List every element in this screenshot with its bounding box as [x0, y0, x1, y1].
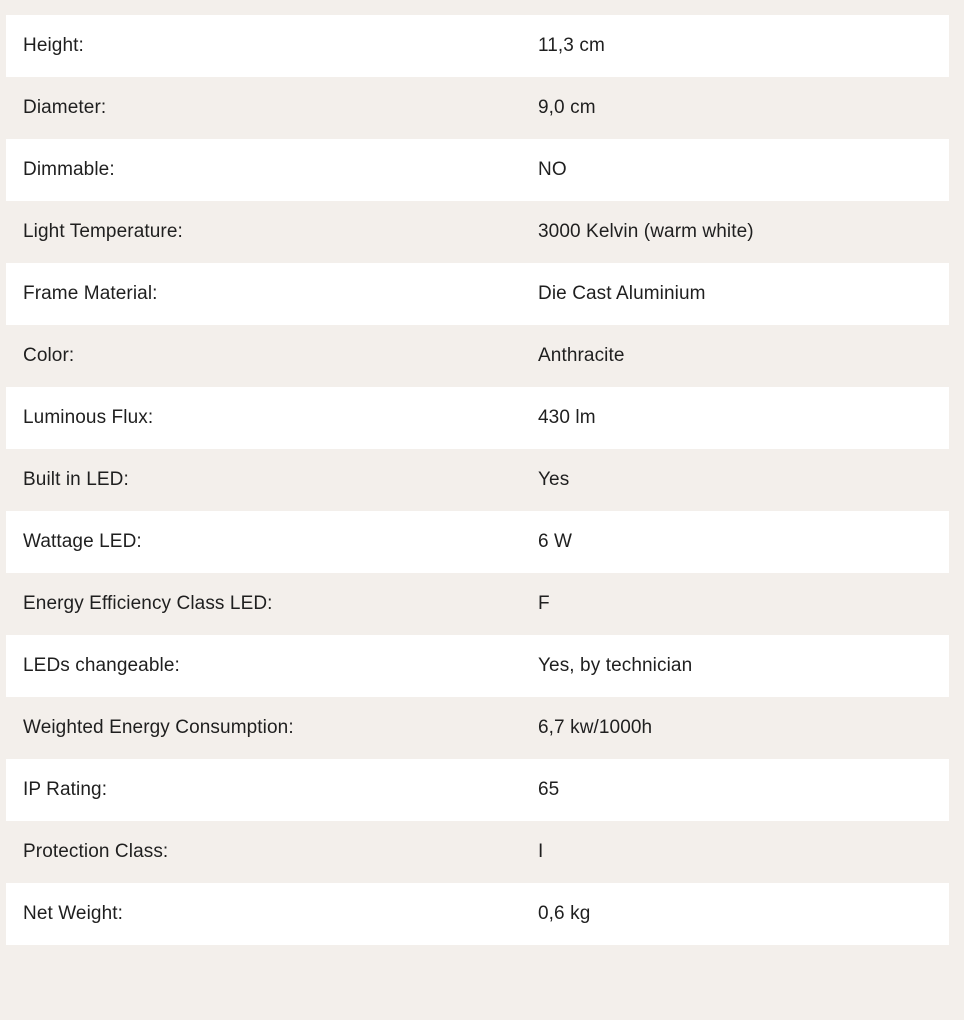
spec-label: Built in LED: [23, 469, 129, 490]
spec-value: Yes, by technician [538, 655, 693, 676]
spec-label: Net Weight: [23, 903, 124, 924]
spec-value: 430 lm [538, 407, 596, 428]
spec-row-luminous-flux [6, 387, 949, 449]
spec-row-net-weight [6, 883, 949, 945]
spec-row-frame-material [6, 263, 949, 325]
spec-label: IP Rating: [23, 779, 108, 800]
spec-value: 0,6 kg [538, 903, 591, 924]
spec-label: Luminous Flux: [23, 407, 154, 428]
spec-row-weighted-energy-consumption [6, 697, 949, 759]
spec-value: 6,7 kw/1000h [538, 717, 653, 738]
spec-label: Energy Efficiency Class LED: [23, 593, 273, 614]
spec-label: Protection Class: [23, 841, 169, 862]
spec-value: Anthracite [538, 345, 625, 366]
spec-value: 3000 Kelvin (warm white) [538, 221, 754, 242]
spec-value: Die Cast Aluminium [538, 283, 706, 304]
spec-row-color [6, 325, 949, 387]
spec-label: Dimmable: [23, 159, 115, 180]
spec-label: LEDs changeable: [23, 655, 180, 676]
spec-label: Frame Material: [23, 283, 158, 304]
spec-row-protection-class [6, 821, 949, 883]
spec-row-light-temperature [6, 201, 949, 263]
spec-row-energy-efficiency-class [6, 573, 949, 635]
spec-label: Wattage LED: [23, 531, 142, 552]
spec-label: Light Temperature: [23, 221, 183, 242]
spec-row-height [6, 15, 949, 77]
spec-value: F [538, 593, 550, 614]
spec-value: I [538, 841, 544, 862]
specifications-table [6, 15, 949, 945]
spec-row-wattage-led [6, 511, 949, 573]
spec-value: 6 W [538, 531, 573, 552]
spec-value: Yes [538, 469, 570, 490]
spec-label: Diameter: [23, 97, 107, 118]
spec-row-leds-changeable [6, 635, 949, 697]
spec-label: Weighted Energy Consumption: [23, 717, 294, 738]
spec-row-ip-rating [6, 759, 949, 821]
spec-row-diameter [6, 77, 949, 139]
spec-value: NO [538, 159, 567, 180]
spec-row-built-in-led [6, 449, 949, 511]
spec-row-dimmable [6, 139, 949, 201]
spec-value: 65 [538, 779, 560, 800]
spec-value: 11,3 cm [538, 35, 605, 56]
spec-label: Color: [23, 345, 75, 366]
spec-value: 9,0 cm [538, 97, 596, 118]
spec-label: Height: [23, 35, 84, 56]
